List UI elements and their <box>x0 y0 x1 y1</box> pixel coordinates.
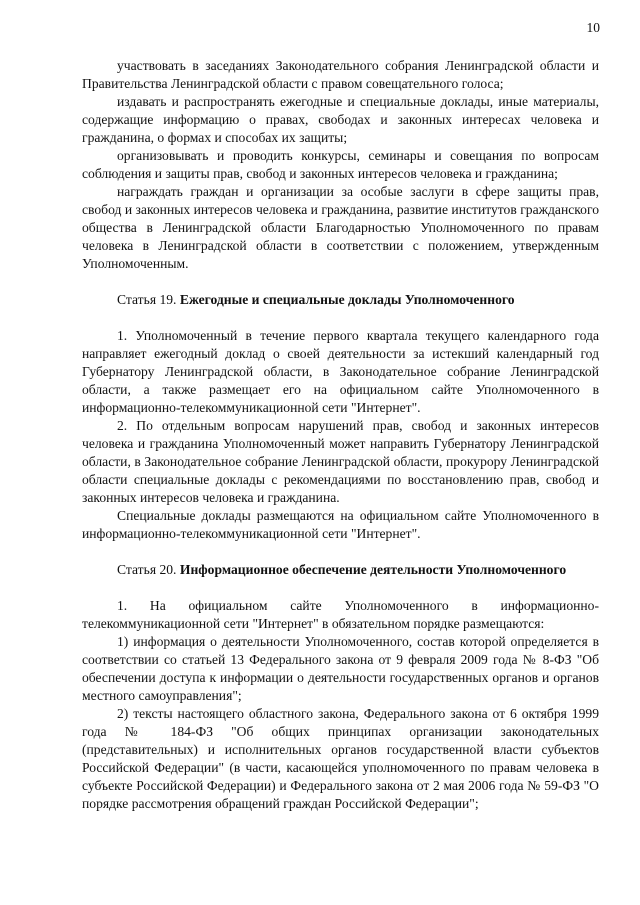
paragraph: 1) информация о деятельности Уполномоченного, состав которой определяется в соответствии со статьей 13 Федерального закона от 9 февраля 2009 года № 8-ФЗ "Об обеспечении доступа к информации о деятельности государственных органов и органов местного самоуправления"; <box>82 634 599 703</box>
paragraph: участвовать в заседаниях Законодательного собрания Ленинградской области и Правительства Ленинградской области с правом совещательного голоса; <box>82 58 599 91</box>
document-body <box>82 57 599 813</box>
article-19-title: Ежегодные и специальные доклады Уполномоченного <box>179 292 515 307</box>
article-20-heading <box>82 561 599 579</box>
article-20-prefix: Статья 20. <box>117 562 177 577</box>
paragraph: Специальные доклады размещаются на официальном сайте Уполномоченного в информационно-телекоммуникационной сети "Интернет". <box>82 508 599 541</box>
spacer <box>82 273 599 291</box>
paragraph: награждать граждан и организации за особые заслуги в сфере защиты прав, свобод и законных интересов человека и гражданина, развитие институтов гражданского общества в Ленинградской области Благодарностью Уполномоченного по правам человека в Ленинградской области в соответствии с положением, утвержденным Уполномоченным. <box>82 184 599 271</box>
paragraph: 1. Уполномоченный в течение первого квартала текущего календарного года направляет ежегодный доклад о своей деятельности за истекший календарный год Губернатору Ленинградской области, в Законодательное собрание Ленинградской области, а также размещает его на официальном сайте Уполномоченного в информационно-телекоммуникационной сети "Интернет". <box>82 328 599 415</box>
paragraph: издавать и распространять ежегодные и специальные доклады, иные материалы, содержащие информацию о правах, свободах и законных интересах человека и гражданина, о формах и способах их защиты; <box>82 94 599 145</box>
spacer <box>82 309 599 327</box>
article-19-heading <box>82 291 599 309</box>
spacer <box>82 579 599 597</box>
spacer <box>82 543 599 561</box>
page-number: 10 <box>586 20 600 35</box>
article-19-prefix: Статья 19. <box>117 292 177 307</box>
paragraph: 2. По отдельным вопросам нарушений прав, свобод и законных интересов человека и гражданина Уполномоченный может направить Губернатору Ленинградской области, в Законодательное собрание Ленинградской области, прокурору Ленинградской области специальные доклады с рекомендациями по восстановлению прав, свобод и законных интересов человека и гражданина. <box>82 418 599 505</box>
paragraph: 1. На официальном сайте Уполномоченного в информационно-телекоммуникационной сети "Интернет" в обязательном порядке размещаются: <box>82 598 599 631</box>
article-20-title: Информационное обеспечение деятельности Уполномоченного <box>179 562 567 577</box>
paragraph: 2) тексты настоящего областного закона, Федерального закона от 6 октября 1999 года № 184-ФЗ "Об общих принципах организации законодательных (представительных) и исполнительных органов государственной власти субъектов Российской Федерации" (в части, касающейся уполномоченного по правам человека в субъекте Российской Федерации) и Федерального закона от 2 мая 2006 года № 59-ФЗ "О порядке рассмотрения обращений граждан Российской Федерации"; <box>82 706 599 811</box>
paragraph: организовывать и проводить конкурсы, семинары и совещания по вопросам соблюдения и защиты прав, свобод и законных интересов человека и гражданина; <box>82 148 599 181</box>
